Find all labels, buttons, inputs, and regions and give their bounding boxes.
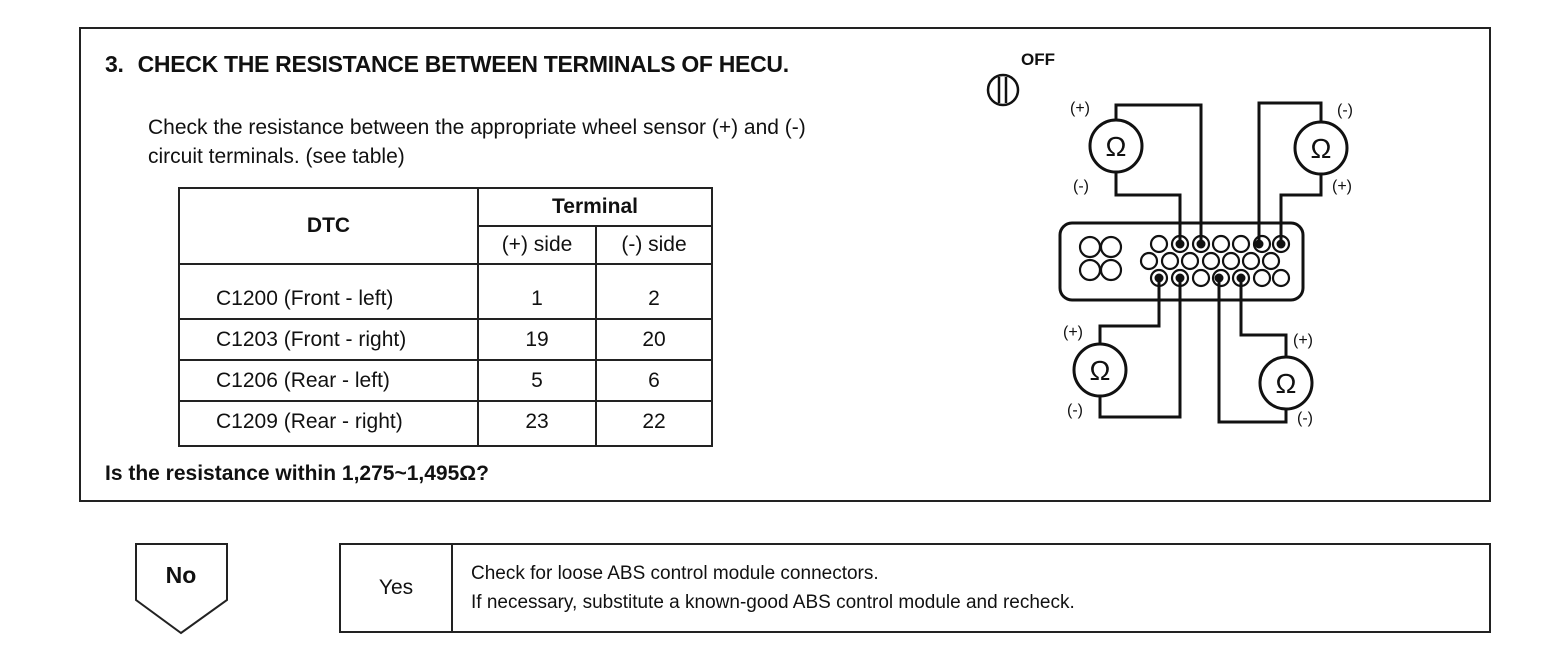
ignition-switch-icon [988, 75, 1018, 105]
header-terminal: Terminal [478, 188, 712, 226]
step-title [105, 51, 789, 78]
yes-instruction-line-1: Check for loose ABS control module connectors. [471, 563, 879, 584]
step-title-text: CHECK THE RESISTANCE BETWEEN TERMINALS OF HECU. [137, 51, 789, 77]
no-branch-marker [135, 543, 229, 635]
step-description [148, 113, 806, 171]
polarity-label: (-) [1297, 410, 1313, 427]
polarity-label: (-) [1067, 402, 1083, 419]
polarity-label: (-) [1337, 102, 1353, 119]
dtc-cell: C1206 (Rear - left) [179, 360, 478, 401]
polarity-label: (+) [1070, 100, 1090, 117]
table-row [179, 264, 712, 319]
wiring-diagram [975, 45, 1375, 445]
dtc-cell: C1200 (Front - left) [179, 264, 478, 319]
polarity-label: (+) [1332, 178, 1352, 195]
ohm-symbol: Ω [1310, 133, 1332, 164]
yes-label: Yes [341, 545, 453, 631]
ohm-symbol: Ω [1089, 355, 1111, 386]
table-row [179, 401, 712, 446]
description-line-2: circuit terminals. (see table) [148, 145, 405, 168]
yes-instructions [453, 545, 1075, 631]
ohm-symbol: Ω [1105, 131, 1127, 162]
plus-terminal-cell: 19 [478, 319, 596, 360]
description-line-1: Check the resistance between the appropriate wheel sensor (+) and (-) [148, 116, 806, 139]
dtc-terminal-table [178, 187, 713, 447]
ignition-off-label: OFF [1021, 50, 1055, 69]
header-minus-side: (-) side [596, 226, 712, 264]
wire [1241, 278, 1286, 357]
yes-instruction-line-2: If necessary, substitute a known-good ABS control module and recheck. [471, 592, 1075, 613]
minus-terminal-cell: 22 [596, 401, 712, 446]
polarity-label: (+) [1293, 332, 1313, 349]
plus-terminal-cell: 5 [478, 360, 596, 401]
no-label: No [165, 562, 197, 588]
step-number: 3. [105, 51, 124, 77]
wire [1116, 172, 1180, 244]
ohm-symbol: Ω [1275, 368, 1297, 399]
minus-terminal-cell: 6 [596, 360, 712, 401]
yes-result-box [339, 543, 1491, 633]
minus-terminal-cell: 2 [596, 264, 712, 319]
table-row [179, 319, 712, 360]
header-dtc: DTC [179, 188, 478, 264]
polarity-label: (+) [1063, 324, 1083, 341]
wire [1100, 278, 1159, 344]
table-row [179, 360, 712, 401]
minus-terminal-cell: 20 [596, 319, 712, 360]
resistance-question: Is the resistance within 1,275~1,495Ω? [105, 462, 489, 485]
wire [1281, 174, 1321, 244]
plus-terminal-cell: 23 [478, 401, 596, 446]
dtc-cell: C1203 (Front - right) [179, 319, 478, 360]
polarity-label: (-) [1073, 178, 1089, 195]
plus-terminal-cell: 1 [478, 264, 596, 319]
header-plus-side: (+) side [478, 226, 596, 264]
dtc-cell: C1209 (Rear - right) [179, 401, 478, 446]
